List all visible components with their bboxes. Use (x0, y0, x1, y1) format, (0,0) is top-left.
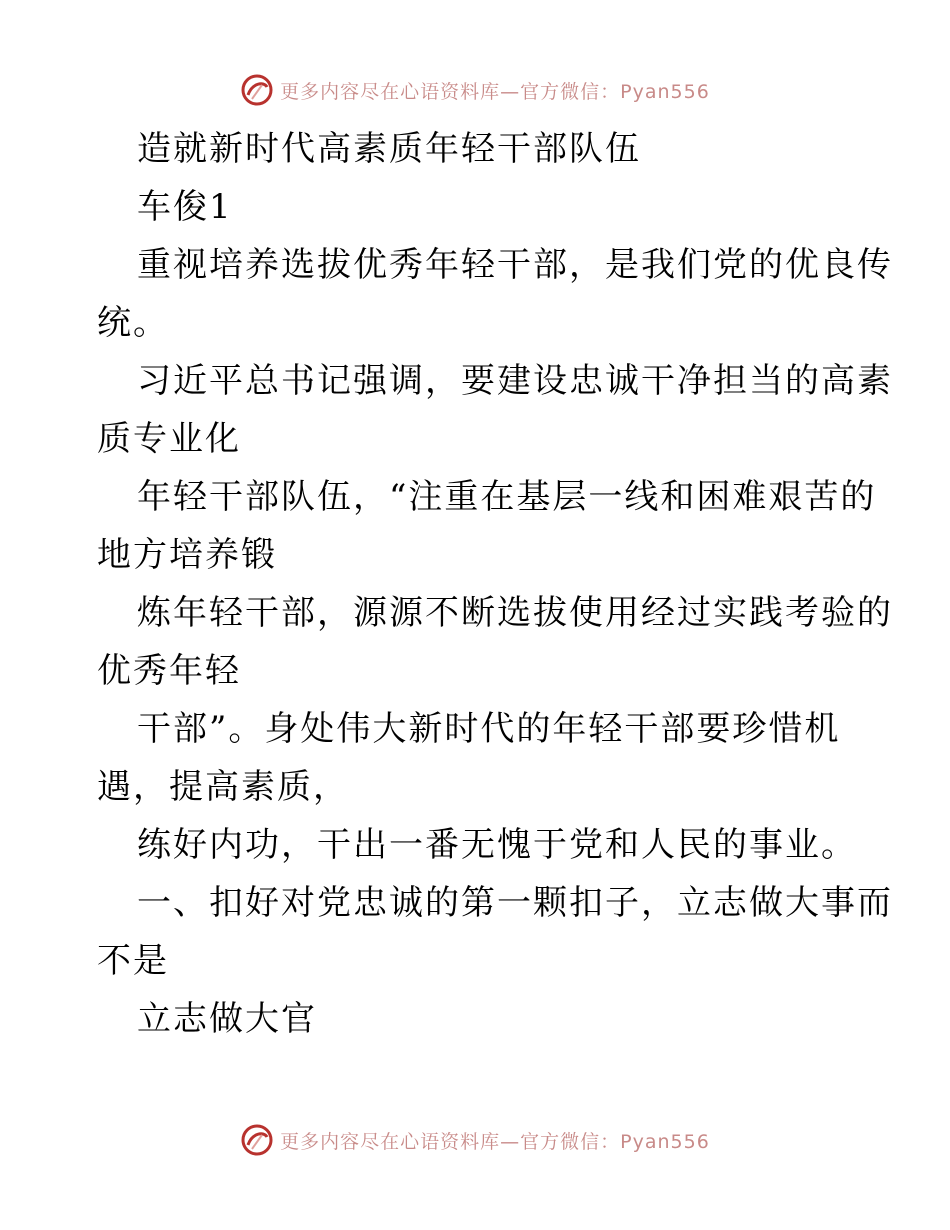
paragraph-line: 习近平总书记强调，要建设忠诚干净担当的高素 (137, 361, 893, 401)
footer-banner-text: 更多内容尽在心语资料库—官方微信：Pyan556 (280, 1130, 710, 1153)
paragraph-line: 统。 (97, 303, 169, 343)
document-author: 车俊1 (137, 187, 233, 227)
paragraph-line: 质专业化 (97, 419, 241, 459)
red-swirl-logo-icon (240, 73, 274, 107)
paragraph-line: 练好内功，干出一番无愧于党和人民的事业。 (137, 825, 857, 865)
red-swirl-logo-icon (240, 1123, 274, 1157)
footer-banner (0, 1120, 950, 1160)
section-heading-line: 立志做大官 (137, 999, 317, 1039)
document-title: 造就新时代高素质年轻干部队伍 (137, 129, 641, 169)
paragraph-line: 年轻干部队伍，“注重在基层一线和困难艰苦的 (137, 477, 877, 517)
document-body (97, 120, 893, 1048)
paragraph-line: 优秀年轻 (97, 651, 241, 691)
paragraph-line: 炼年轻干部，源源不断选拔使用经过实践考验的 (137, 593, 893, 633)
section-heading-line: 一、扣好对党忠诚的第一颗扣子，立志做大事而 (137, 883, 893, 923)
header-banner (0, 70, 950, 110)
paragraph-line: 遇，提高素质， (97, 767, 349, 807)
paragraph-line: 地方培养锻 (97, 535, 277, 575)
paragraph-line: 重视培养选拔优秀年轻干部，是我们党的优良传 (137, 245, 893, 285)
paragraph-line: 干部”。身处伟大新时代的年轻干部要珍惜机 (137, 709, 841, 749)
header-banner-text: 更多内容尽在心语资料库—官方微信：Pyan556 (280, 80, 710, 103)
section-heading-line: 不是 (97, 941, 169, 981)
